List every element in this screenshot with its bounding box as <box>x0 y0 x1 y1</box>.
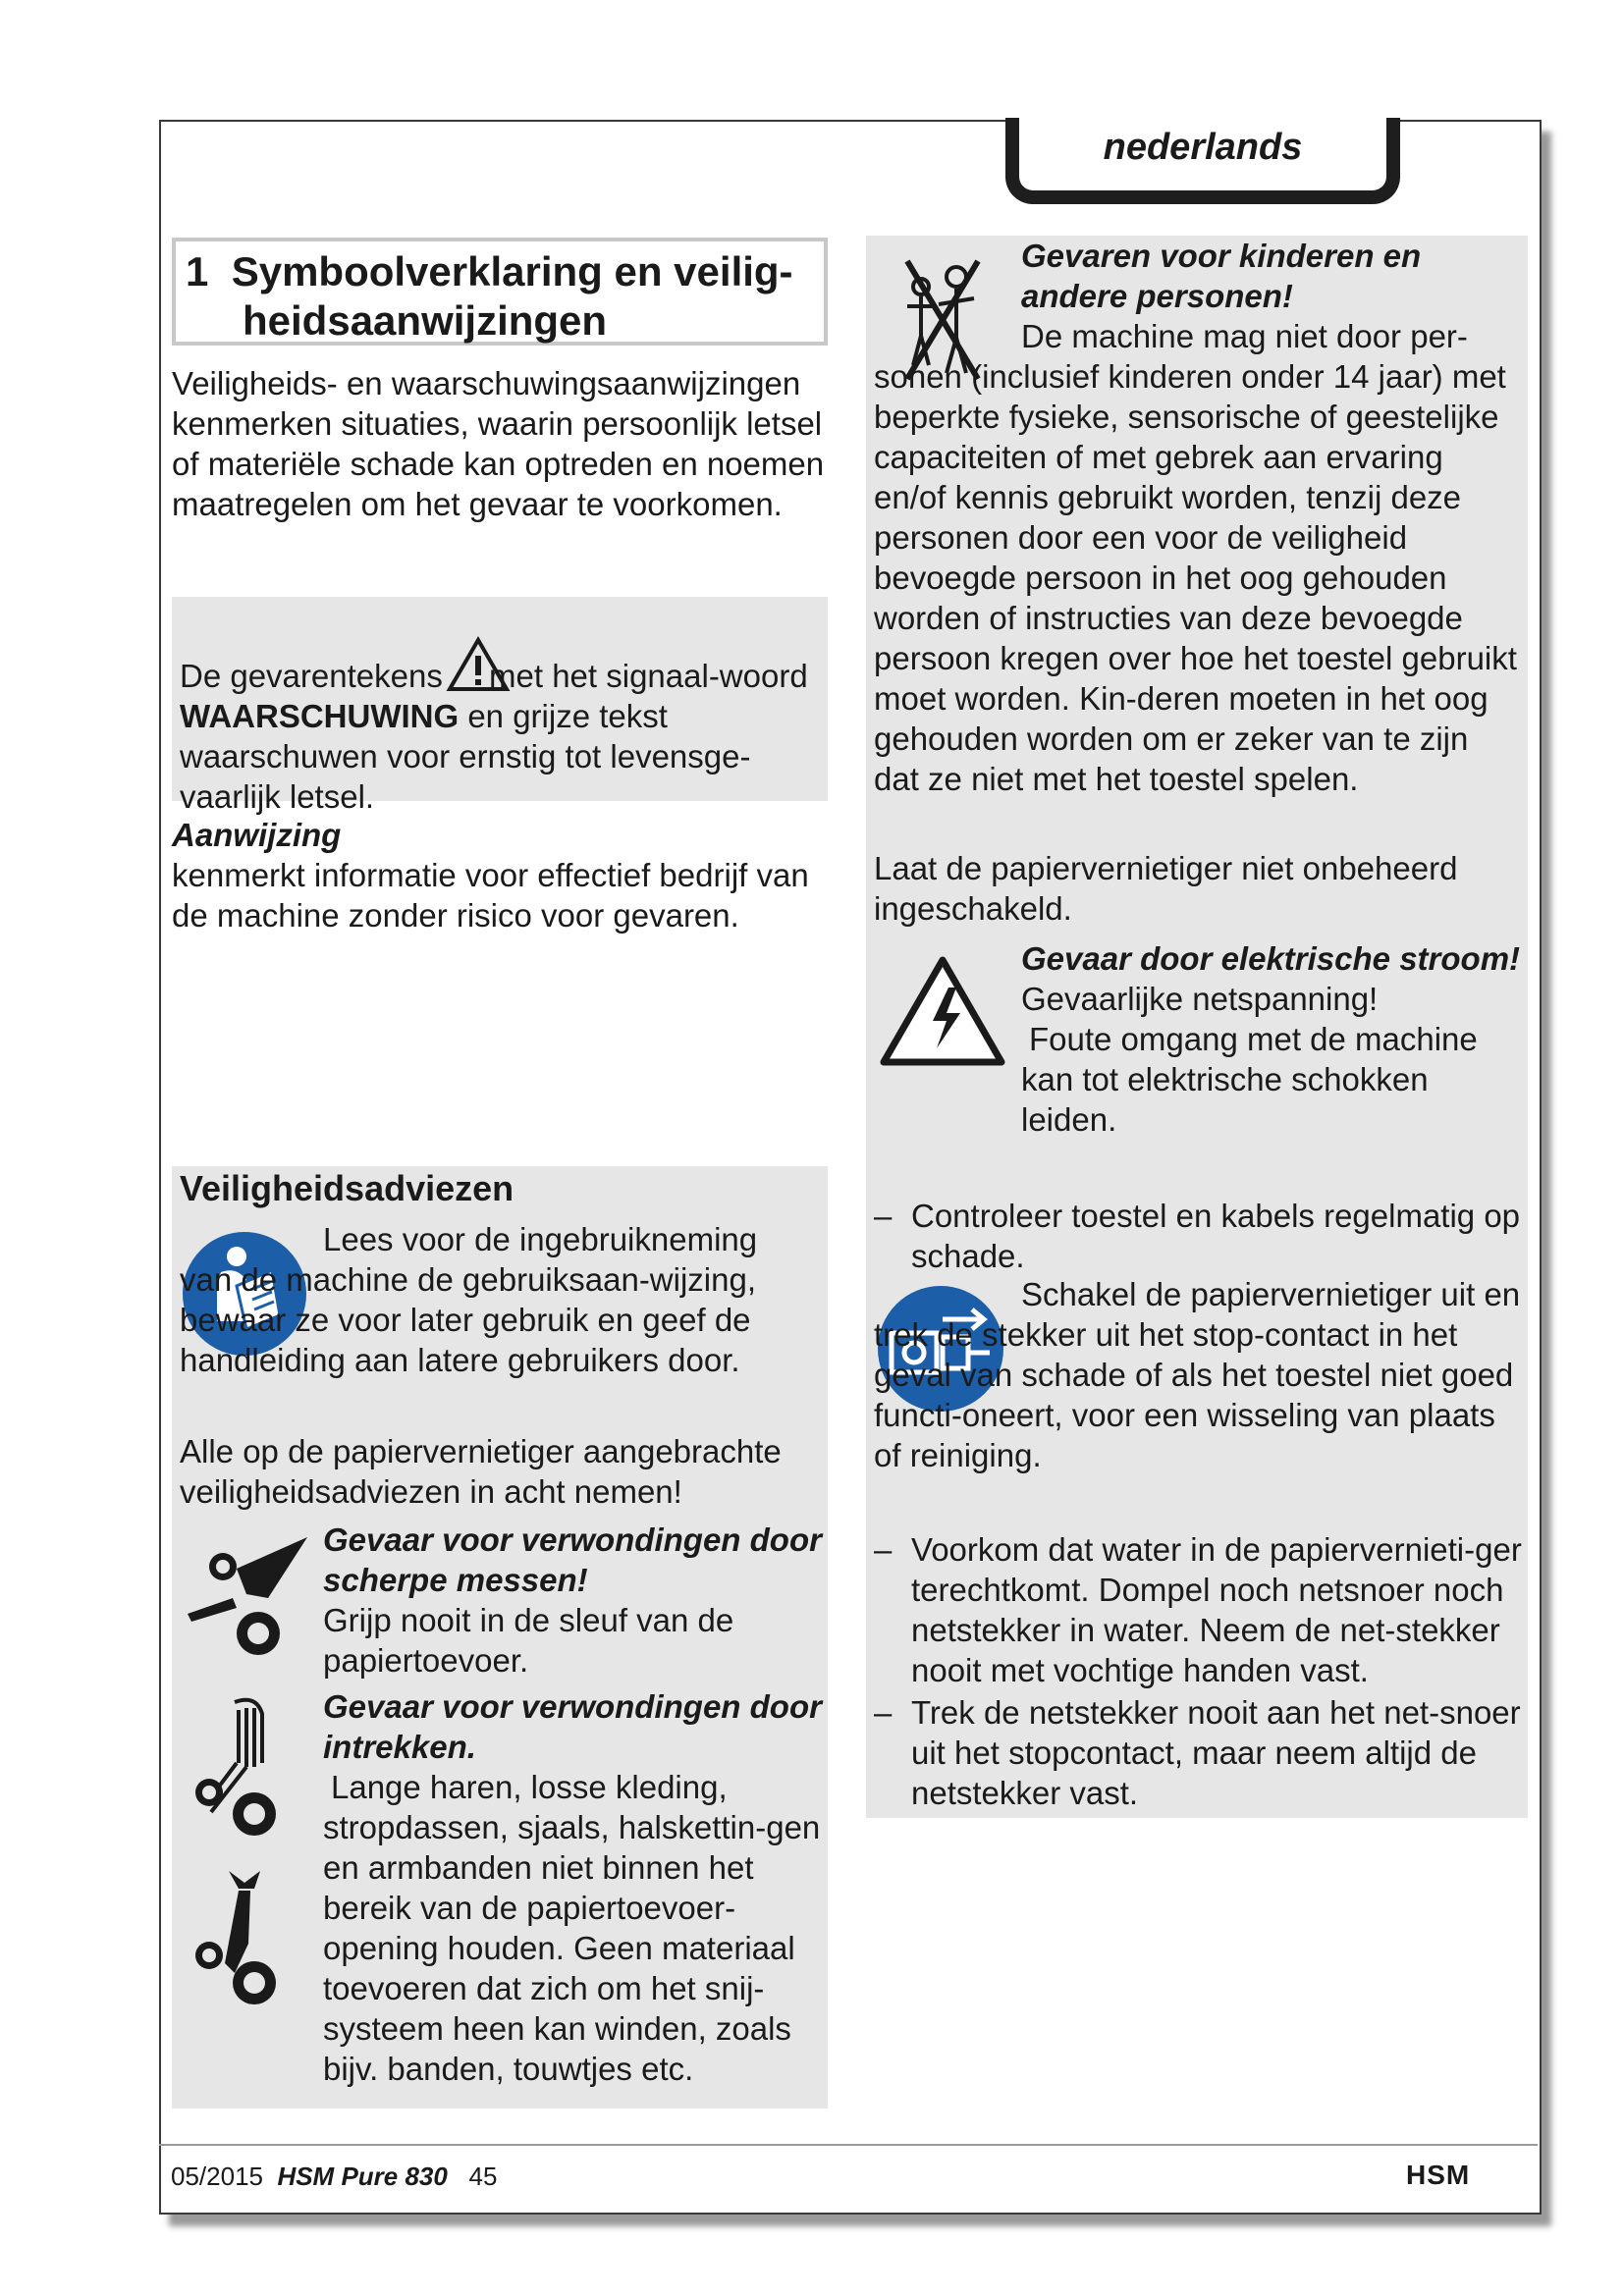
footer-model: HSM Pure 830 <box>277 2162 448 2191</box>
electric-title: Gevaar door elektrische stroom! <box>1021 940 1521 977</box>
electric-text2: Foute omgang met de machine kan tot elektrische schokken leiden. <box>1021 1021 1478 1138</box>
knives-title: Gevaar voor verwondingen door scherpe messen! <box>323 1522 822 1598</box>
unattended-text: Laat de papiervernietiger niet onbeheerd ingeschakeld. <box>874 850 1458 927</box>
brand-logo: HSM <box>1406 2160 1471 2190</box>
footer-date: 05/2015 <box>171 2162 263 2191</box>
language-tab <box>1005 118 1400 204</box>
tie-entanglement-icon <box>178 1865 315 2012</box>
electric-hazard-icon <box>878 954 1007 1068</box>
section-title-line2: heidsaanwijzingen <box>243 297 608 344</box>
note-block <box>172 815 839 935</box>
read-manual-text: Lees voor de ingebruikneming van de machine de gebruiksaan-wijzing, bewaar ze voor later gebruik en geef de handleiding aan latere gebruikers door. <box>180 1221 758 1378</box>
plug-item: – Trek de netstekker nooit aan het net-snoer uit het stopcontact, maar neem altijd de netstekker vast. <box>874 1692 1522 1813</box>
warning-keyword: WAARSCHUWING <box>180 698 460 734</box>
pull-text: Lange haren, losse kleding, stropdassen, sjaals, halskettin-gen en armbanden niet binnen het bereik van de papiertoevoer-opening houden. Geen materiaal toevoeren dat zich om het snij-systeem heen kan winden, zoals bijv. banden, touwtjes etc. <box>323 1769 821 2087</box>
right-box <box>866 236 1528 1818</box>
warning-box: De gevarentekens met het signaal-woord WAARSCHUWING en grijze tekst waarschuwen voor ernstig tot levensge-vaarlijk letsel. <box>172 597 828 801</box>
note-title: Aanwijzing <box>172 817 342 853</box>
section-number: 1 <box>186 248 209 294</box>
observe-text: Alle op de papiervernietiger aangebrachte veiligheidsadviezen in acht nemen! <box>180 1433 782 1510</box>
electric-block <box>1021 938 1522 1140</box>
footer-line <box>159 2144 1538 2146</box>
water-item: – Voorkom dat water in de papiervernieti-ger terechtkomt. Dompel noch netsnoer noch netstekker in water. Neem de net-stekker nooit met vochtige handen vast. <box>874 1529 1522 1690</box>
electric-text1: Gevaarlijke netspanning! <box>1021 981 1379 1017</box>
knives-block <box>323 1520 824 1681</box>
footer-page: 45 <box>468 2162 498 2191</box>
section-title-line1: Symboolverklaring en veilig- <box>231 248 793 294</box>
children-text: De machine mag niet door per-sonen (inclusief kinderen onder 14 jaar) met beperkte fysieke, sensorische of geestelijke capaciteiten of met gebrek aan ervaring en/of kennis gebruikt worden, tenzij deze personen door een voor de veiligheid bevoegde persoon in het oog gehouden worden of instructies van deze bevoegde persoon kregen over hoe het toestel gebruikt moet worden. Kin-deren moeten in het oog gehouden worden om er zeker van te zijn dat ze niet met het toestel spelen. <box>874 318 1517 797</box>
children-title: Gevaren voor kinderen en andere personen! <box>1021 238 1422 314</box>
unplug-text: Schakel de papiervernietiger uit en trek de stekker uit het stop-contact in het geval van schade of als het toestel niet goed functi-oneert, voor een wisseling van plaats of reiniging. <box>874 1276 1521 1473</box>
footer <box>171 2162 497 2192</box>
cutting-knife-hazard-icon <box>178 1529 315 1677</box>
note-text: kenmerkt informatie voor effectief bedrijf van de machine zonder risico voor gevaren. <box>172 857 809 934</box>
check-item: – Controleer toestel en kabels regelmatig op schade. <box>874 1196 1522 1276</box>
section-heading <box>172 238 828 346</box>
safety-title: Veiligheidsadviezen <box>180 1168 514 1208</box>
knives-text: Grijp nooit in de sleuf van de papiertoevoer. <box>323 1602 734 1679</box>
pull-title: Gevaar voor verwondingen door intrekken. <box>323 1688 822 1765</box>
pull-block <box>323 1686 824 2089</box>
intro-text: Veiligheids- en waarschuwingsaanwijzingen kenmerken situaties, waarin persoonlijk letsel of materiële schade kan optreden en noemen maatregelen om het gevaar te voorkomen. <box>172 365 825 522</box>
language-label: nederlands <box>1103 126 1303 168</box>
safety-box <box>172 1166 828 2109</box>
hair-entanglement-icon <box>178 1694 315 1842</box>
